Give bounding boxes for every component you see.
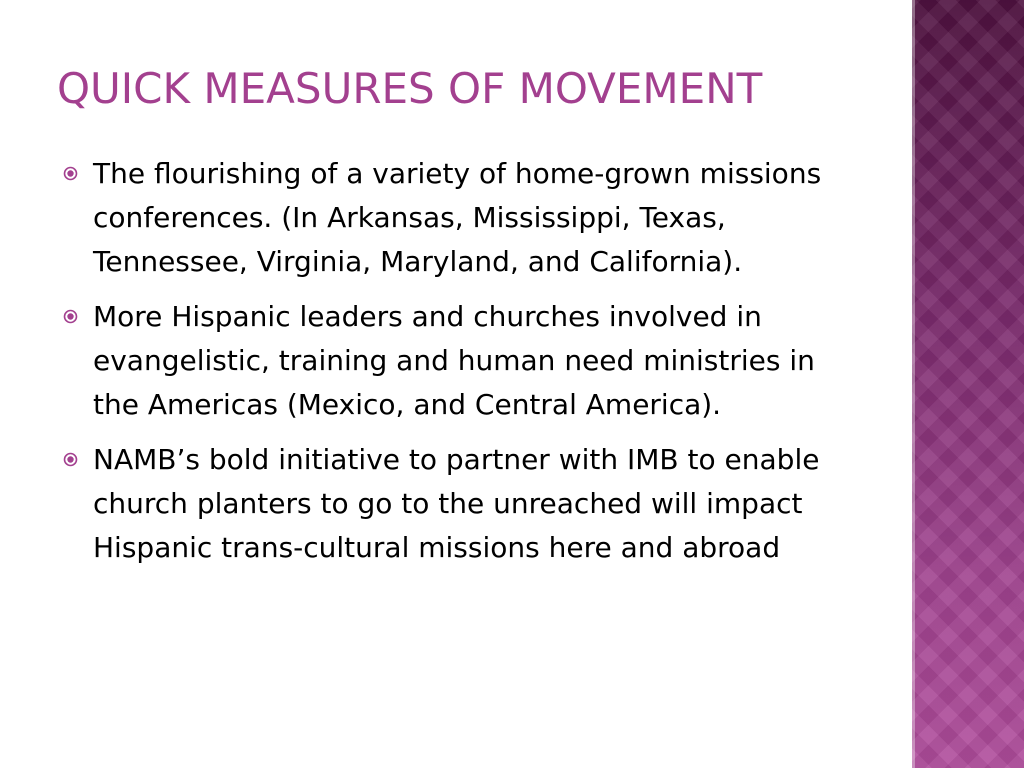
bullet-text: More Hispanic leaders and churches involved in evangelistic, training and human need ministries in the Americas (Mexico, and Central America). [93, 300, 815, 421]
bullet-list [60, 152, 860, 581]
bullet-item [60, 152, 860, 284]
slide-title: QUICK MEASURES OF MOVEMENT [57, 64, 763, 113]
bullet-text: NAMB’s bold initiative to partner with IMB to enable church planters to go to the unreached will impact Hispanic trans-cultural missions here and abroad [93, 443, 820, 564]
bullet-item [60, 295, 860, 427]
decorative-side-panel [912, 0, 1024, 768]
radio-bullet-icon [63, 452, 78, 467]
radio-bullet-icon [63, 166, 78, 181]
radio-bullet-icon [63, 309, 78, 324]
bullet-text: The flourishing of a variety of home-grown missions conferences. (In Arkansas, Mississippi, Texas, Tennessee, Virginia, Maryland, and California). [93, 157, 822, 278]
bullet-item [60, 438, 860, 570]
